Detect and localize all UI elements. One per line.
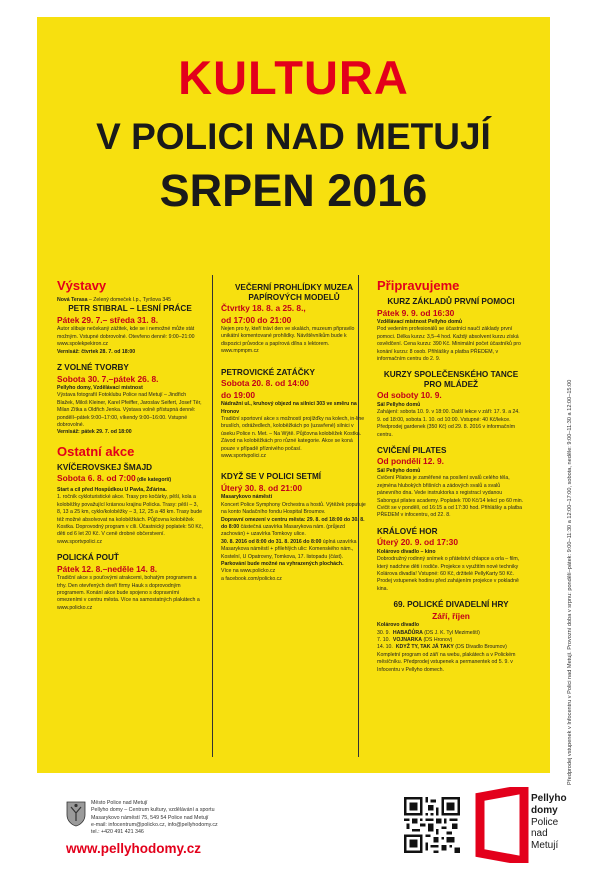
event-date: Čtvrtky 18. 8. a 25. 8., [221,303,306,313]
event-link[interactable]: www.sportvpolici.cz [221,452,266,459]
logo-wordmark: Pellyho domy Police nad Metují [531,793,567,852]
event-link[interactable]: www.spolekpekiron.cz [57,341,109,348]
event-tanec: KURZY SPOLEČENSKÉHO TANCE PRO MLÁDEŽ Od soboty 10. 9. Sál Pellyho domů Zahájení: sobota 10. 9. v 18:00. Další lekce v září: 17. 9. a 24. 9. od 18:00, sobota 1. 10. od 10:00. Vstupné: 40 Kč/lekce. Předprodej gardenek (350 Kč) od 29. 8. 2016 v informačním centru. [377,370,525,439]
event-date: Od pondělí 12. 9. [377,456,445,467]
event-setmi: KDYŽ SE V POLICI SETMÍ Úterý 30. 8. od 21:00 Masarykovo náměstí Koncert Police Symphony Orchestra a hostů. Výtěžek poputuje na konto Nadačního fondu Hospital Broumov. Dopravní omezení v centru města: 29. 8. od 18:00 do 30. 8. do 8:00 částečná uzavírka Masarykova nám. (průjezd zachován) + uzavírka Tomkovy ulice. 30. 8. 2016 od 8:00 do 31. 8. 2016 do 8:00 úplná uzavírka Masarykova náměstí + přilehlých ulic: Komenského nám., Kostelní, U Opatrovny, Tomkova, 17. listopadu (část). Parkování bude možné na vyhrazených plochách. Více na www.policko.cz a facebook.com/policko.cz [221,472,366,582]
event-volne-tvorby: Z VOLNÉ TVORBY Sobota 30. 7.–pátek 26. 8. Pellyho domy, Vzdělávací místnost Výstava fotografií Fotoklubu Police nad Metují – Jindřich Blažek, Miloš Kleiner, Karel Pfeiffer, Jaroslav Seifert, Josef Těr, Milan Zítka a Oldřich Jenka. Výstava volně přístupná denně: pondělí–pátek 9:00–17:00, víkendy 9:00–16:00. Vstupné dobrovolné. Vernisáž: pátek 29. 7. od 18:00 [57,363,202,436]
section-pripravujeme: Připravujeme [377,278,460,293]
title-town: V POLICI NAD METUJÍ [96,116,491,157]
column-divider [212,275,213,757]
program-row: 7. 10. VOJNARKA (DS Hronov) [377,637,453,644]
column-middle [221,275,367,590]
event-title: KURZY SPOLEČENSKÉHO TANCE PRO MLÁDEŽ [383,370,519,389]
event-zatacky: PETROVICKÉ ZATÁČKY Sobota 20. 8. od 14:00 do 19:00 Nádražní ul., kruhový objezd na silnici 303 ve směru na Hronov Tradiční sportovní akce s možností projížďky na kolech, in-line bruslích, odrážedlech, koloběžkách po (uzavřené) silnici v úseku Police n. Met. – Na Wýtě. Půjčovna koloběžek Kostka. Závod na koloběžkách pro různé kategorie. Akce se koná pouze v případě příznivého počasí. www.sportvpolici.cz [221,368,367,461]
section-vystavy: Výstavy [57,278,107,293]
program-columns [57,275,537,765]
event-pilates: CVIČENÍ PILATES Od pondělí 12. 9. Sál Pellyho domů Cvičení Pilates je zaměřené na posílení svalů celého těla, zejména hlubokých břišních a zádových svalů a svalů pánevního dna. Vede instruktorka s registrací vydanou Sabongui pilates academy. Poplatek 700 Kč/14 lekcí po 60 min. Cvičit se v pondělí, od 16:15 a od 17:30 hod. Přihlášky a platba PŘEDEM v infocentru, od 22. 8. [377,445,524,519]
event-date: Pátek 9. 9. od 16:30 [377,307,455,318]
title-block [37,50,550,217]
event-title: VEČERNÍ PROHLÍDKY MUZEA PAPÍROVÝCH MODELŮ [234,283,354,302]
event-date: Sobota 30. 7.–pátek 26. 8. [57,373,159,384]
event-muzeum: VEČERNÍ PROHLÍDKY MUZEA PAPÍROVÝCH MODELŮ Čtvrtky 18. 8. a 25. 8., od 17:00 do 21:00 Nejen pro ty, kteří tráví den ve skalách, muzeum připravilo unikátní komentované prohlídky. Návštěvníkům bude k dispozici průvodce a papírová dílna s lektorem. www.mpmpm.cz [221,283,367,356]
side-info-text: Předprodej vstupenek v Infocentru v Polici nad Metují. Provozní doba v srpnu: pondělí–pátek: 9:00–11:30 a 12:00–17:00, sobota, neděle: 9:00–11:30 a 12:00–15:00 [567,379,573,785]
title-month: SRPEN 2016 [159,165,428,216]
event-title: PETROVICKÉ ZATÁČKY [221,367,316,377]
event-title: CVIČENÍ PILATES [377,445,447,455]
event-pout: POLICKÁ POUŤ Pátek 12. 8.–neděle 14. 8. Tradiční akce s pouťovými atrakcemi, bohatým programem a trhy. Den otevřených dveří firmy Hauk s doprovodným programem. Konání akce bude spojeno s dopravními omezeními v centru města. Více na samostatných plakátech a www.policko.cz [57,553,203,612]
event-title: KVÍČEROVSKEJ ŠMAJD [57,462,153,472]
event-prvni-pomoc: KURZ ZÁKLADŮ PRVNÍ POMOCI Pátek 9. 9. od 16:30 Vzdělávací místnost Pellyho domů Pod vedením profesionálů se účastníci naučí základy první pomoci. Délka kurzu: 3,5–4 hod. Každý absolvent kurzu získá osvědčení. Cena kurzu: 390 Kč. Minimální počet účastníků pro konání kurzu: 8 osob. Přihlášky a platba PŘEDEM, v informačním centru do 2. 9. [377,297,525,363]
event-date: Sobota 6. 8. od 7:00 (dle kategorií) [57,473,172,484]
event-title: POLICKÁ POUŤ [57,553,119,563]
event-kralove-hor: KRÁLOVÉ HOR Úterý 20. 9. od 17:30 Kolárovo divadlo – kino Dobrodružný rodinný snímek o přátelství chlapce a orla – film, který nadchne děti i rodiče. Projekce s využitím nové techniky Kolárova divadla! Vstupné: 60 Kč, držitelé PellyKarty 50 Kč. Prodej vstupenek hodinu před zahájením projekce v pokladně kina. [377,527,525,593]
program-row: 14. 10. KDYŽ TY, TAK JÁ TAKY (DS Divadlo Broumov) [377,644,507,651]
town-crest-icon [66,801,86,827]
section-ostatni-akce: Ostatní akce [57,443,135,459]
event-date: Od soboty 10. 9. [377,390,442,401]
pellyho-domy-logo-icon [472,787,532,863]
event-link[interactable]: Více na www.policko.cz [221,568,276,575]
event-title: KURZ ZÁKLADŮ PRVNÍ POMOCI [387,297,515,306]
footer-contact: Město Police nad Metují Pellyho domy – Centrum kultury, vzdělávání a sportu Masarykovo náměstí 75, 549 54 Police nad Metují e-mail: infocentrum@policko.cz, info@pellyhodomy.cz tel.: +420 491 421 346 [91,800,291,836]
event-date: Pátek 12. 8.–neděle 14. 8. [57,563,158,574]
title-kultura: KULTURA [178,51,409,104]
qr-code-icon[interactable] [404,797,460,853]
website-link[interactable]: www.pellyhodomy.cz [66,841,202,856]
event-divadelni-hry: 69. POLICKÉ DIVADELNÍ HRY Září, říjen Kolárovo divadlo 30. 9. HABAĎŮRA (DS J. K. Tyl Mezimeští) 7. 10. VOJNARKA (DS Hronov) 14. 10. KDYŽ TY, TAK JÁ TAKY (DS Divadlo Broumov) Kompletní program od září na webu, plakátech a v Polickém měsíčníku. Předprodej vstupenek a permanentek od 5. 9. v Infocentru v Pellyho domech. [377,600,525,674]
event-stibral: Nová Terasa – Zelený domeček I.p., Tyršova 345 PETR STIBRAL – LESNÍ PRÁCE Pátek 29. 7.– středa 31. 8. Autor slibuje nečekaný zážitek, kde se i nemožné může stát možným. Vstupné dobrovolné. Otevřeno denně: 9:00–21:00 www.spolekpekiron.cz Vernisáž: čtvrtek 28. 7. od 18:00 [57,297,203,356]
email-link[interactable]: e-mail: infocentrum@policko.cz, info@pellyhodomy.cz [91,821,218,828]
event-smajd: KVÍČEROVSKEJ ŠMAJD Sobota 6. 8. od 7:00 (dle kategorií) Start a cíl před Hospůdkou U Pavla, Žďárina. 1. ročník cykloturistické akce. Trasy pro kočárky, pěší, kola a koloběžky považující krásnou krajinu Policka. Trasy: pěší – 3, 8, 13 a 25 km, cyklo/koloběžky – 3, 12, 25 a 48 km. Trasy bude též možné absolvovat na koloběžkách. Půjčovna koloběžek Kostka. Doprovodný program v cíli. Účastnický poplatek: 50 Kč, děti od 6 let 20 Kč. V ceně drobné občerstvení. www.sportvpolici.cz [57,462,203,545]
column-right [368,275,525,681]
event-date: Úterý 20. 9. od 17:30 [377,537,458,548]
event-title: KRÁLOVÉ HOR [377,526,438,536]
event-title: Z VOLNÉ TVORBY [57,363,129,373]
event-date: Září, říjen [432,610,470,621]
event-link[interactable]: www.mpmpm.cz [221,348,259,355]
event-title: PETR STIBRAL – LESNÍ PRÁCE [68,304,192,314]
program-row: 30. 9. HABAĎŮRA (DS J. K. Tyl Mezimeští) [377,629,480,636]
footer [0,773,600,892]
event-title: 69. POLICKÉ DIVADELNÍ HRY [393,600,509,610]
event-date: Úterý 30. 8. od 21:00 [221,482,302,493]
event-date: Sobota 20. 8. od 14:00 [221,378,309,389]
event-link[interactable]: a facebook.com/policko.cz [221,575,282,582]
column-left [57,275,203,619]
event-title: KDYŽ SE V POLICI SETMÍ [221,472,322,482]
event-date: Pátek 29. 7.– středa 31. 8. [57,314,159,325]
